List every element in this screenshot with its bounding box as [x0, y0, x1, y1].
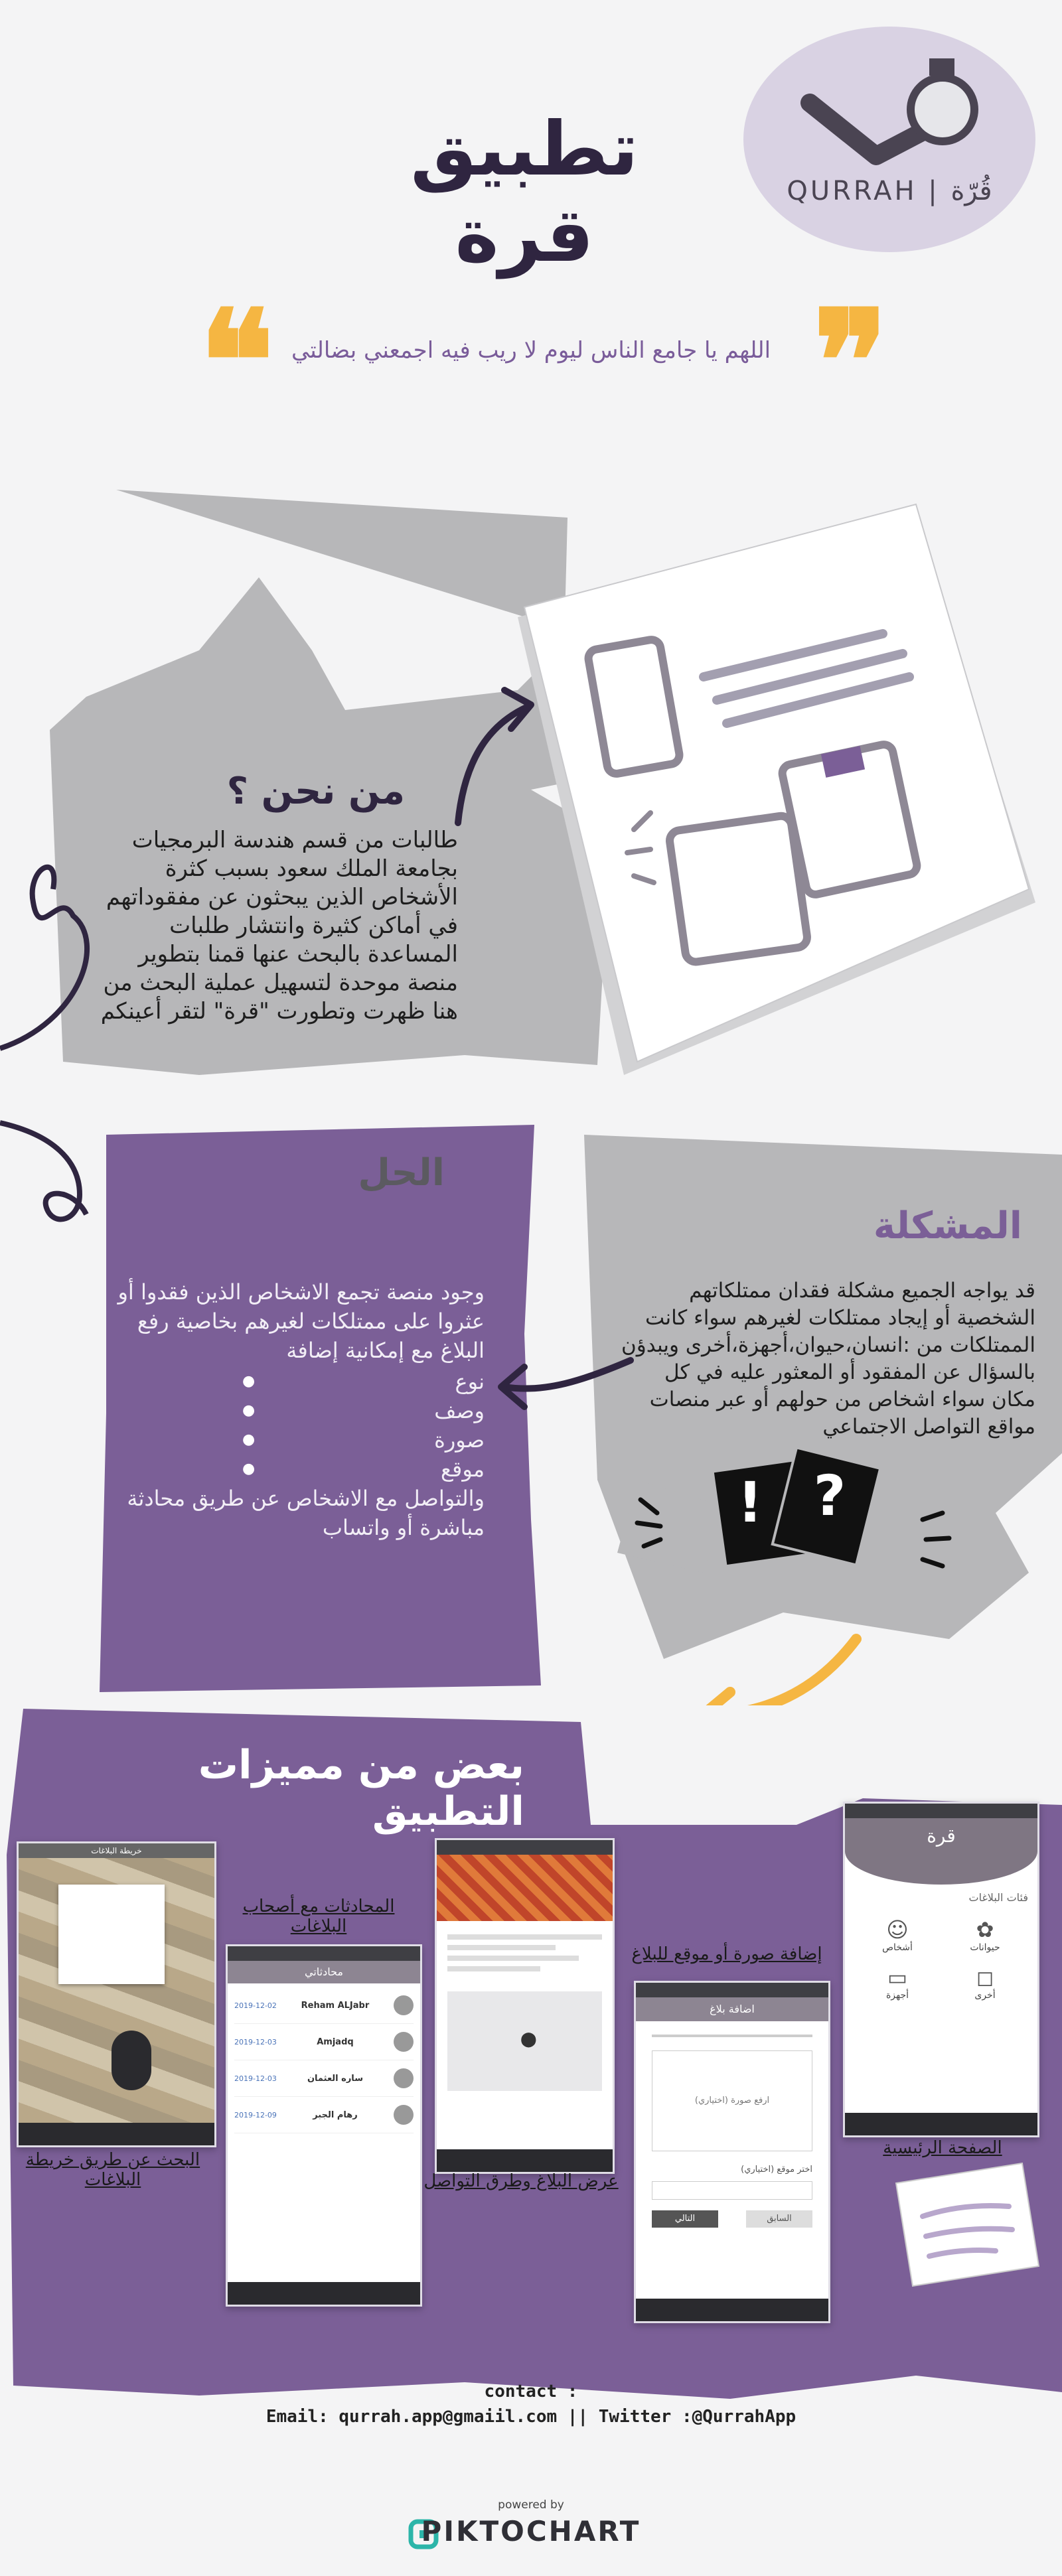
- map-screen: [17, 1841, 216, 2147]
- avatar: [394, 1995, 414, 2015]
- home-screen: [843, 1802, 1039, 2137]
- problem-body: قد يواجه الجميع مشكلة فقدان ممتلكاتهم الشخصية أو إيجاد ممتلكات لغيرهم سواء كانت الممتلكات من :انسان،حيوان،أجهزة،أخرى ويبدؤن بالسؤال عن المفقود أو المعثور عليه في كل مكان سواء اشخاص من حولهم أو عبر منصات مواقع التواصل الاجتماعي: [621, 1279, 1035, 1439]
- chats-label: المحادثات مع أصحاب البلاغات: [242, 1896, 395, 1936]
- note-paper: [883, 2157, 1049, 2289]
- chat-row[interactable]: 2019-12-02 Reham ALJabr: [234, 1987, 414, 2024]
- chats-screen: [226, 1944, 422, 2307]
- solution-list: [358, 1367, 485, 1484]
- solution-outro: والتواصل مع الاشخاص عن طريق محادثة مباشرة أو واتساب: [127, 1486, 485, 1540]
- question-mark: ?: [813, 1463, 846, 1528]
- category-animals[interactable]: ✿ حيوانات: [970, 1917, 1000, 1953]
- powered-by-label: powered by: [498, 2498, 564, 2512]
- about-body: طالبات من قسم هندسة البرمجيات بجامعة الملك سعود بسبب كثرة الأشخاص الذين يبحثون عن مفقوداتهم في أماكن كثيرة وانتشار طلبات المساعدة بالبحث عنها قمنا بتطوير منصة موحدة لتسهيل عملية البحث من هنا ظهرت وتطورت "قرة" لتقر أعينكم: [100, 827, 458, 1025]
- solution-item: وصف ●: [358, 1396, 485, 1425]
- piktochart-brand[interactable]: PIKTOCHART: [421, 2515, 641, 2547]
- contact-line[interactable]: Email: qurrah.app@gmaiil.com || Twitter :@QurrahApp: [266, 2407, 796, 2427]
- problem-heading: المشكلة: [873, 1204, 1022, 1248]
- contact-label: contact :: [484, 2382, 578, 2401]
- open-quote-icon: ❝: [199, 279, 274, 443]
- map-pins[interactable]: [112, 2031, 151, 2090]
- home-screen-label: الصفحة الرئيسية: [883, 2138, 1002, 2158]
- location-picker[interactable]: اختر موقع (اختياري): [741, 2165, 812, 2175]
- add-report-title: اضافة بلاغ: [636, 1997, 828, 2021]
- contact-block: [252, 2379, 810, 2429]
- category-devices[interactable]: ▭ أجهزة: [885, 1965, 909, 2001]
- avatar: [394, 2068, 414, 2088]
- report-details-screen: [435, 1838, 615, 2174]
- home-app-name: قرة: [845, 1818, 1037, 1885]
- photo-upload-box[interactable]: ارفع صورة (اختياري): [652, 2050, 812, 2151]
- map-screen-label: البحث عن طريق خريطة البلاغات: [25, 2150, 200, 2190]
- category-other[interactable]: ◻ أخرى: [974, 1965, 996, 2001]
- solution-item: موقع ●: [358, 1455, 485, 1484]
- add-report-screen: [634, 1981, 830, 2323]
- map-popup-card[interactable]: [58, 1885, 165, 1984]
- add-photo-label: إضافة صورة أو موقع للبلاغ: [631, 1944, 822, 1964]
- category-people[interactable]: ☺ أشخاص: [882, 1917, 913, 1953]
- page-title: تطبيق قرة: [410, 106, 639, 279]
- chat-row[interactable]: 2019-12-03 Amjadq: [234, 2024, 414, 2060]
- magnifier-icon: [796, 40, 996, 179]
- chat-row[interactable]: 2019-12-09 رهام الجبر: [234, 2097, 414, 2133]
- exclamation-mark: !: [737, 1470, 763, 1535]
- features-heading: بعض من مميزات التطبيق: [198, 1742, 524, 1835]
- back-button[interactable]: السابق: [746, 2210, 812, 2228]
- map-preview[interactable]: [447, 1991, 602, 2091]
- solution-item: صورة ●: [358, 1425, 485, 1455]
- solution-heading: الحل: [358, 1151, 445, 1194]
- logo-text: QURRAH | قُرّة: [787, 176, 992, 206]
- quote-text: اللهم يا جامع الناس ليوم لا ريب فيه اجمعني بضالتي: [291, 337, 771, 364]
- chats-title: محادثاتي: [228, 1961, 420, 1983]
- avatar: [394, 2032, 414, 2052]
- close-quote-icon: ❞: [813, 279, 888, 443]
- map-title: خريطة البلاغات: [19, 1843, 214, 1858]
- chat-row[interactable]: 2019-12-03 ساره العثمان: [234, 2060, 414, 2097]
- next-button[interactable]: التالي: [652, 2210, 718, 2228]
- solution-item: نوع ●: [358, 1367, 485, 1396]
- solution-intro: وجود منصة تجمع الاشخاص الذين فقدوا أو عثروا على ممتلكات لغيرهم بخاصية رفع البلاغ مع إمكانية إضافة: [117, 1279, 485, 1363]
- view-report-label: عرض البلاغ وطرق التواصل: [423, 2171, 619, 2191]
- avatar: [394, 2105, 414, 2125]
- home-categories-label: فئات البلاغات: [968, 1891, 1028, 1904]
- map-pin-icon: ⬤: [520, 2031, 537, 2048]
- about-heading: من نحن ؟: [226, 770, 405, 813]
